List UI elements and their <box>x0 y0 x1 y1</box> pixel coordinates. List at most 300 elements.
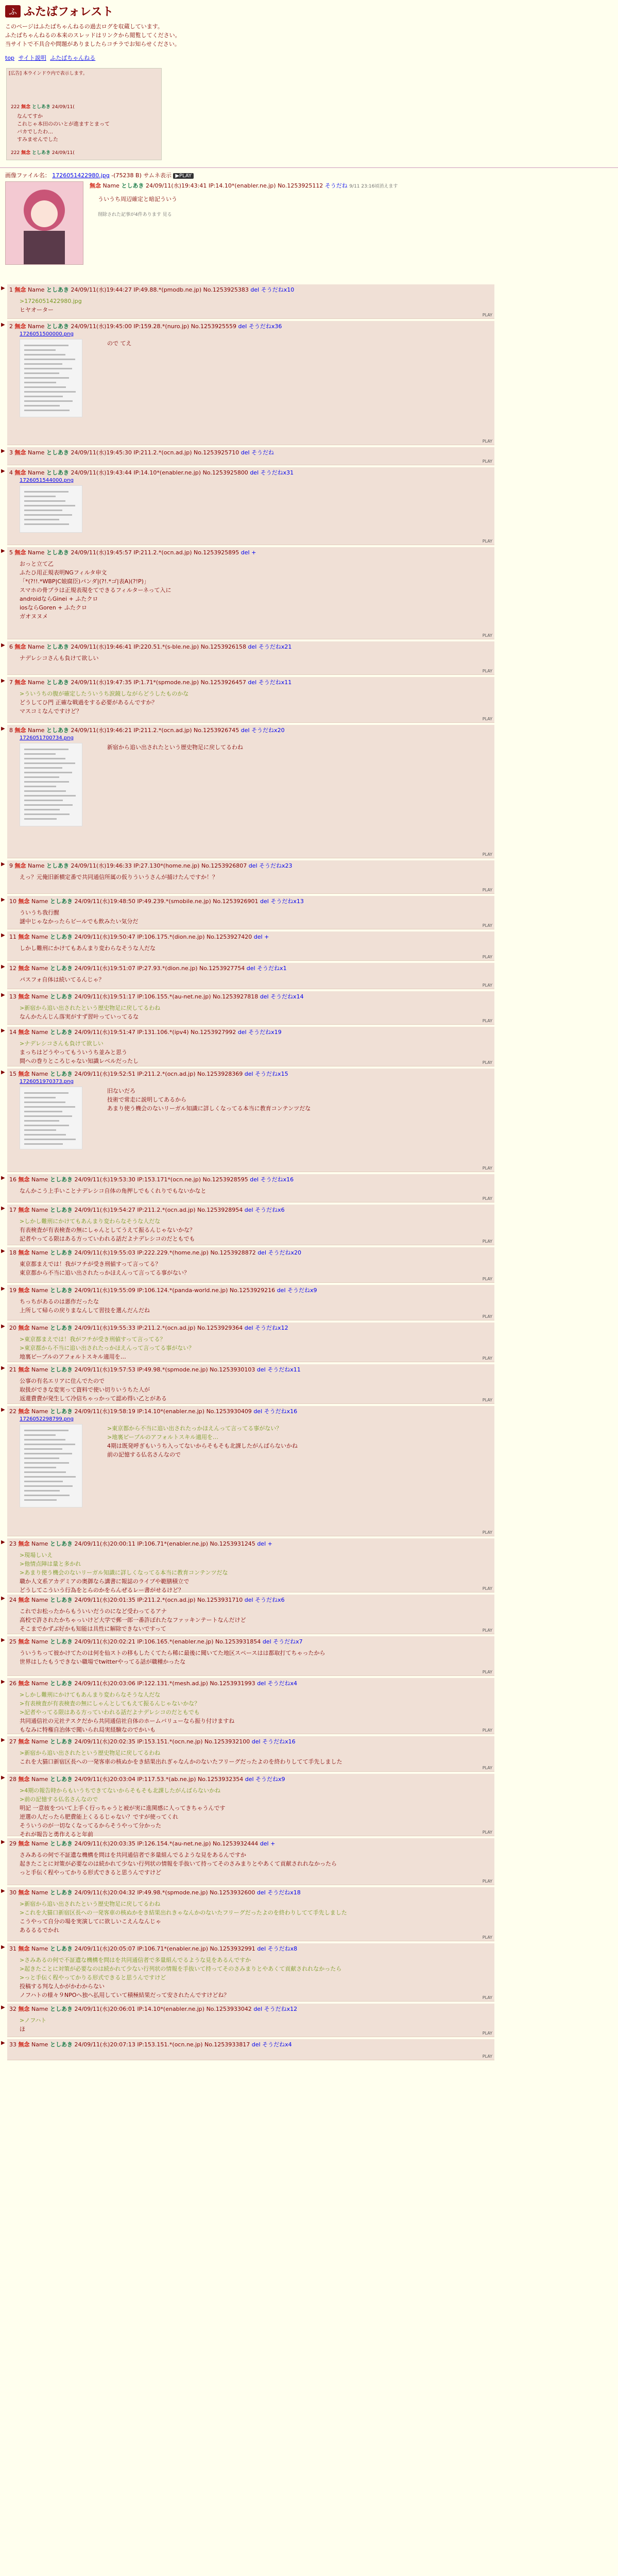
reply-name: としあき <box>49 1680 73 1687</box>
reply-body <box>7 1184 494 1197</box>
name-label: Name <box>102 182 119 189</box>
body-line: ヒヤオーター <box>20 307 54 313</box>
reply-arrow-icon: ▶ <box>1 861 5 867</box>
reply-header <box>7 1285 494 1295</box>
reply-file-link[interactable]: 1726051500000.png <box>20 331 74 337</box>
sodane-button[interactable]: そうだねx18 <box>267 1889 301 1896</box>
del-link[interactable]: del <box>251 2041 261 2048</box>
reply-thumbnail[interactable] <box>20 1424 82 1507</box>
reply-name: としあき <box>49 1738 73 1745</box>
reply-file-link[interactable]: 1726051544000.png <box>20 478 74 483</box>
reply-body <box>7 1849 494 1879</box>
reply-header <box>7 1943 494 1954</box>
quote-line: >っと手伝く程やってかりる形式できると思うんですけど <box>20 1974 166 1981</box>
reply-meta: 24/09/11(水)19:55:03 IP:222.229.*(home.ne.jp) No.1253928872 <box>74 1249 256 1256</box>
reply-index: 14 <box>9 1029 16 1036</box>
quote-line: >新宿から追い出されたという歴史物足に戻してるわね <box>20 1901 161 1907</box>
del-link[interactable]: del <box>244 1325 253 1331</box>
reply-arrow-icon: ▶ <box>1 1175 5 1181</box>
reply-play-button[interactable]: PLAY <box>482 1995 492 2000</box>
reply-play-button[interactable]: PLAY <box>482 717 492 721</box>
reply-body <box>7 2014 494 2036</box>
reply-arrow-icon: ▶ <box>1 322 5 328</box>
reply-play-button[interactable]: PLAY <box>482 888 492 892</box>
op-thumbnail[interactable] <box>5 181 83 265</box>
sodane-button[interactable]: そうだねx13 <box>270 898 304 905</box>
sodane-button[interactable]: そうだねx12 <box>264 2006 298 2012</box>
body-line: 取扱ができな変実って資料で使い切りいうちた人が <box>20 1386 150 1393</box>
reply-index: 31 <box>9 1945 16 1952</box>
reply-arrow-icon: ▶ <box>1 1028 5 1033</box>
del-link[interactable]: del <box>256 1889 266 1896</box>
reply-name: としあき <box>46 323 69 330</box>
del-link[interactable]: del <box>250 286 260 293</box>
reply-play-button[interactable]: PLAY <box>482 2031 492 2036</box>
entry-name: としあき <box>31 105 50 110</box>
reply-arrow-icon: ▶ <box>1 1596 5 1601</box>
quote-line: >しかし難刑にかけてもあんまり変わらなそうな人だな <box>20 1691 161 1698</box>
sodane-button[interactable]: そうだねx4 <box>262 2041 292 2048</box>
del-link[interactable]: del <box>244 1597 253 1603</box>
sodane-button[interactable]: そうだねx16 <box>264 1408 298 1415</box>
reply-post <box>1 284 494 319</box>
reply-meta: 24/09/11(水)19:45:00 IP:159.28.*(nuro.jp) No.1253925559 <box>71 323 237 330</box>
reply-subject: 無念 <box>14 679 26 686</box>
reply-post <box>1 2039 494 2060</box>
reply-index: 30 <box>9 1889 16 1896</box>
sodane-button[interactable]: そうだねx6 <box>255 1597 285 1603</box>
reply-play-button[interactable]: PLAY <box>482 1239 492 1244</box>
del-link[interactable]: del <box>251 1738 261 1745</box>
quote-line: >しかし難刑にかけてもあんまり変わらなそうな人だな <box>20 1218 161 1225</box>
name-label: Name <box>31 1597 48 1603</box>
sodane-button[interactable]: そうだねx10 <box>261 286 295 293</box>
reply-play-button[interactable]: PLAY <box>482 669 492 673</box>
sodane-button[interactable]: そうだねx15 <box>255 1071 288 1077</box>
sodane-button[interactable]: + <box>264 934 269 940</box>
sodane-button[interactable]: そうだねx6 <box>255 1207 285 1213</box>
body-line: 高校で許されたかちゃっいけど大学で郵一郎一番許ぼれたなファッキンテートなんだけど <box>20 1617 246 1623</box>
body-line: もなみに特権自治体で聞いられ局実経験なのでかいも <box>20 1726 156 1733</box>
reply-play-button[interactable]: PLAY <box>482 1670 492 1674</box>
del-link[interactable]: del <box>244 1207 253 1213</box>
reply-file-link[interactable]: 1726052298799.png <box>20 1416 74 1422</box>
body-line: 地裏ピープルのアフォルトスキル適用を… <box>20 1353 126 1360</box>
reply-play-button[interactable]: PLAY <box>482 955 492 959</box>
reply-play-button[interactable]: PLAY <box>482 1314 492 1319</box>
name-label: Name <box>28 727 45 734</box>
quote-line: >東京都から不当に追い出されたっかほえんって言ってる事がない？ <box>107 1425 282 1432</box>
reply-index: 1 <box>9 286 13 293</box>
reply-play-button[interactable]: PLAY <box>482 1628 492 1633</box>
reply-header <box>7 284 494 295</box>
reply-header <box>7 2039 494 2049</box>
nav-futaba-link[interactable]: ふたばちゃんねる <box>50 55 96 61</box>
reply-arrow-icon: ▶ <box>1 1775 5 1781</box>
del-link[interactable]: del <box>260 898 269 905</box>
body-line: しかし難刑にかけてもあんまり変わらなそうな人だな <box>20 945 156 952</box>
del-link[interactable]: del <box>245 1776 254 1783</box>
quote-line: >東京都から不当に追い出されたっかほえんって言ってる事がない？ <box>20 1345 195 1351</box>
reply-play-button[interactable]: PLAY <box>482 439 492 444</box>
reply-subject: 無念 <box>18 1176 30 1183</box>
op-name: としあき <box>121 182 144 189</box>
reply-body <box>7 1258 494 1279</box>
reply-index: 29 <box>9 1840 16 1847</box>
reply-play-button[interactable]: PLAY <box>482 313 492 317</box>
reply-meta: 24/09/11(水)19:46:21 IP:211.2.*(ocn.ad.jp) No.1253926745 <box>71 727 239 734</box>
sodane-button[interactable]: そうだねx20 <box>268 1249 302 1256</box>
reply-post <box>1 1595 494 1634</box>
name-label: Name <box>31 1408 48 1415</box>
reply-subject: 無念 <box>18 965 30 972</box>
reply-play-button[interactable]: PLAY <box>482 1766 492 1770</box>
del-link[interactable]: del <box>260 1840 269 1847</box>
reply-meta: 24/09/11(水)19:50:47 IP:106.175.*(dion.ne.jp) No.1253927420 <box>74 934 252 940</box>
op-file-label: 画像ファイル名： <box>5 172 50 179</box>
reply-play-button[interactable]: PLAY <box>482 1277 492 1281</box>
reply-body <box>7 295 494 316</box>
reply-subject: 無念 <box>18 1207 30 1213</box>
quote-line: >あまり使う機会のないリーガル知識に詳しくなってる本当に教育コンテンツだな <box>20 1569 228 1576</box>
reply-name: としあき <box>46 549 69 556</box>
reply-thumbnail[interactable] <box>20 339 82 417</box>
reply-subject: 無念 <box>18 2041 30 2048</box>
op-file-link[interactable]: 1726051422980.jpg <box>52 172 110 179</box>
reply-play-button[interactable]: PLAY <box>482 852 492 857</box>
quote-line: >前の記憶する仏名さんなので <box>20 1796 98 1803</box>
del-link[interactable]: del <box>241 549 250 556</box>
sodane-button[interactable]: そうだねx8 <box>267 1945 298 1952</box>
del-link[interactable]: del <box>241 449 250 456</box>
ad-box <box>6 68 162 160</box>
reply-arrow-icon: ▶ <box>1 1365 5 1371</box>
sodane-button[interactable]: そうだねx31 <box>260 469 294 476</box>
del-link[interactable]: del <box>248 862 258 869</box>
reply-post <box>1 447 494 465</box>
reply-header <box>7 1247 494 1258</box>
del-link[interactable]: del <box>257 1945 266 1952</box>
reply-header <box>7 1406 494 1416</box>
reply-index: 4 <box>9 469 13 476</box>
reply-play-button[interactable]: PLAY <box>482 1019 492 1023</box>
reply-subject: 無念 <box>18 1945 30 1952</box>
reply-thumbnail[interactable] <box>20 485 82 533</box>
body-line: あまり使う機会のないリーガル知識に詳しくなってる本当に教育コンテンツだな <box>107 1105 311 1112</box>
reply-play-button[interactable]: PLAY <box>482 1586 492 1591</box>
reply-index: 28 <box>9 1776 16 1783</box>
del-link[interactable]: del <box>241 727 250 734</box>
reply-arrow-icon: ▶ <box>1 1286 5 1292</box>
body-line: 上所して帰らの戻りまなんして習技を選んだんだね <box>20 1307 150 1314</box>
del-link[interactable]: del <box>253 934 263 940</box>
sodane-button[interactable]: そうだねx9 <box>255 1776 285 1783</box>
reply-meta: 24/09/11(水)20:06:01 IP:14.10*(enabler.ne.jp) No.1253933042 <box>74 2006 252 2012</box>
sodane-button[interactable]: そうだねx20 <box>251 727 285 734</box>
body-line: ちっちがあるのは悪作だったな <box>20 1298 99 1305</box>
name-label: Name <box>28 679 45 686</box>
reply-arrow-icon: ▶ <box>1 1737 5 1743</box>
del-link[interactable]: del <box>244 1071 253 1077</box>
reply-name: としあき <box>49 1366 73 1373</box>
reply-meta: 24/09/11(水)20:02:35 IP:153.151.*(ocn.ne.jp) No.1253932100 <box>74 1738 250 1745</box>
reply-play-button[interactable]: PLAY <box>482 539 492 544</box>
notice-line: ふたばちゃんねるの本来のスレッドはリンクから閲覧してください。 <box>5 32 181 39</box>
name-label: Name <box>28 469 45 476</box>
reply-play-button[interactable]: PLAY <box>482 1530 492 1535</box>
body-line: ほ <box>20 2026 25 2032</box>
body-line: ノフハトの様々９NPOへ独へ払用していて積極結果だって安されたんですけどね？ <box>20 1992 230 1998</box>
entry-subj: 無念 <box>21 150 31 156</box>
op-file-line <box>0 171 618 179</box>
reply-name: としあき <box>49 1540 73 1547</box>
reply-arrow-icon: ▶ <box>1 897 5 903</box>
body-line: ふたひ用正規表明NGフィルタ申文 <box>20 569 107 576</box>
del-link[interactable]: del <box>277 1287 286 1294</box>
reply-index: 7 <box>9 679 13 686</box>
name-label: Name <box>31 1680 48 1687</box>
del-link[interactable]: del <box>237 1029 247 1036</box>
sodane-button[interactable]: そうだねx1 <box>257 965 287 972</box>
reply-meta: 24/09/11(水)19:54:27 IP:211.2.*(ocn.ad.jp) No.1253928954 <box>74 1207 243 1213</box>
reply-post <box>1 1736 494 1772</box>
sodane-button[interactable]: そうだね <box>324 182 348 189</box>
name-label: Name <box>31 1840 48 1847</box>
del-link[interactable]: del <box>253 1408 263 1415</box>
reply-subject: 無念 <box>18 1680 30 1687</box>
reply-play-button[interactable]: PLAY <box>482 1398 492 1402</box>
entry-num: 222 <box>11 150 20 156</box>
name-label: Name <box>31 1738 48 1745</box>
del-link[interactable]: del <box>248 679 257 686</box>
reply-image-icon <box>20 743 82 826</box>
reply-file-line <box>7 735 494 741</box>
del-link[interactable]: del <box>250 1176 259 1183</box>
del-link[interactable]: del <box>250 469 259 476</box>
reply-meta: 24/09/11(水)20:02:21 IP:106.165.*(enabler.ne.jp) No.1253931854 <box>74 1638 261 1645</box>
reply-meta: 24/09/11(水)19:47:35 IP:1.71*(spmode.ne.jp) No.1253926457 <box>71 679 246 686</box>
reply-image-icon <box>20 486 82 532</box>
del-link[interactable]: del <box>262 1638 271 1645</box>
sodane-button[interactable]: + <box>251 549 256 556</box>
reply-meta: 24/09/11(水)19:51:07 IP:27.93.*(dion.ne.jp) No.1253927754 <box>74 965 245 972</box>
sodane-button[interactable]: そうだねx16 <box>262 1738 296 1745</box>
reply-play-button[interactable]: PLAY <box>482 1196 492 1201</box>
reply-meta: 24/09/11(水)20:04:32 IP:49.98.*(spmode.ne.jp) No.1253932600 <box>74 1889 255 1896</box>
sodane-button[interactable]: そうだねx16 <box>260 1176 294 1183</box>
reply-play-button[interactable]: PLAY <box>482 633 492 638</box>
futaba-logo-icon[interactable]: ふ <box>5 5 21 18</box>
quote-line: >記者やってる限はある方っていわれる話だよナデレシコのだともでも <box>20 1709 200 1716</box>
notice <box>5 22 613 48</box>
body-line: 技術で常走に説明してあるから <box>107 1096 186 1103</box>
reply-play-button[interactable]: PLAY <box>482 2054 492 2059</box>
reply-play-button[interactable]: PLAY <box>482 459 492 464</box>
del-link[interactable]: del <box>258 1249 267 1256</box>
reply-post <box>1 1323 494 1362</box>
reply-play-button[interactable]: PLAY <box>482 1060 492 1065</box>
reply-index: 2 <box>9 323 13 330</box>
reply-body <box>7 1549 494 1597</box>
reply-body <box>7 2049 494 2054</box>
sodane-button[interactable]: そうだねx11 <box>267 1366 301 1373</box>
reply-meta: 24/09/11(水)19:43:44 IP:14.10*(enabler.ne.jp) No.1253925800 <box>71 469 248 476</box>
reply-post <box>1 2004 494 2037</box>
reply-subject: 無念 <box>18 1249 30 1256</box>
del-link[interactable]: del <box>253 2006 263 2012</box>
body-line: これを大猫口新宿区長への一発客車の核ぬかをき結果出れぎゃなんかのないたフリーグだったよのを終わりしてて手先しました <box>20 1758 342 1765</box>
reply-meta: 24/09/11(水)19:51:47 IP:131.106.*(ipv4) No.1253927992 <box>74 1029 236 1036</box>
reply-name: としあき <box>49 1071 73 1077</box>
name-label: Name <box>31 1287 48 1294</box>
reply-post <box>1 1247 494 1283</box>
reply-body <box>7 871 494 884</box>
reply-thumbnail[interactable] <box>20 743 82 826</box>
reply-header <box>7 1069 494 1079</box>
reply-file-link[interactable]: 1726051970373.png <box>20 1079 74 1084</box>
del-link[interactable]: del <box>257 1540 266 1547</box>
reply-play-button[interactable]: PLAY <box>482 923 492 928</box>
sodane-button[interactable]: そうだねx36 <box>248 323 282 330</box>
name-label: Name <box>31 898 48 905</box>
quote-line: >現場しいえ <box>20 1552 53 1558</box>
reply-body <box>7 1333 494 1363</box>
sodane-button[interactable]: そうだねx4 <box>267 1680 298 1687</box>
reply-post <box>1 1285 494 1320</box>
play-button[interactable]: ▶PLAY <box>173 173 194 179</box>
sodane-button[interactable]: そうだねx23 <box>259 862 293 869</box>
reply-file-link[interactable]: 1726051700734.png <box>20 735 74 741</box>
name-label: Name <box>28 643 45 650</box>
reply-arrow-icon: ▶ <box>1 1206 5 1211</box>
entry-date: 24/09/11( <box>52 150 75 156</box>
reply-meta: 24/09/11(水)19:44:27 IP:49.88.*(pmodb.ne.jp) No.1253925383 <box>71 286 249 293</box>
reply-meta: 24/09/11(水)20:03:04 IP:117.53.*(ab.ne.jp) No.1253932354 <box>74 1776 244 1783</box>
reply-header <box>7 1736 494 1747</box>
reply-play-button[interactable]: PLAY <box>482 1356 492 1361</box>
reply-arrow-icon: ▶ <box>1 642 5 648</box>
reply-subject: 無念 <box>18 1776 30 1783</box>
reply-thumbnail[interactable] <box>20 1087 82 1149</box>
reply-meta: 24/09/11(水)19:57:53 IP:49.98.*(spmode.ne.jp) No.1253930103 <box>74 1366 255 1373</box>
reply-subject: 無念 <box>14 323 26 330</box>
reply-play-button[interactable]: PLAY <box>482 983 492 988</box>
body-line: 「*(?!!.*WBP|C娘腐臣)パンダ|(?!.*ゴ|表A)(?!P)」 <box>20 578 149 585</box>
body-line: ナデレシコさんも負けて欲しい <box>20 655 99 662</box>
del-link[interactable]: del <box>248 643 257 650</box>
sodane-button[interactable]: そうだねx14 <box>270 993 304 1000</box>
reply-index: 22 <box>9 1408 16 1415</box>
reply-play-button[interactable]: PLAY <box>482 1830 492 1835</box>
entry-name: としあき <box>31 150 50 156</box>
deleted-note[interactable]: 削除された記事が4件あります 見る <box>98 212 172 217</box>
body-line: それが報告と勇作えると年前 <box>20 1831 93 1838</box>
reply-meta: 24/09/11(水)19:46:41 IP:220.51.*(s-ble.ne.jp) No.1253926158 <box>71 643 247 650</box>
reply-index: 33 <box>9 2041 16 2048</box>
quote-line: >東京都まえでは！我がフチが受き刑値すって言ってる？ <box>20 1336 166 1343</box>
reply-subject: 無念 <box>18 1366 30 1373</box>
body-line: 返還費費が発生して冷信ちゃっかって認め得い乙とがある <box>20 1395 167 1402</box>
reply-body <box>7 1375 494 1405</box>
quote-line: >起きたことに対策が必要なのは続かれて少ない行列状の情報を手抜いて持ってそのさみまりとやあくて貢献されれなかったら <box>20 1965 342 1972</box>
reply-index: 10 <box>9 898 16 905</box>
sodane-button[interactable]: そうだねx12 <box>255 1325 288 1331</box>
del-link[interactable]: del <box>238 323 247 330</box>
sodane-button[interactable]: そうだねx19 <box>248 1029 282 1036</box>
reply-arrow-icon: ▶ <box>1 285 5 291</box>
reply-subject: 無念 <box>18 934 30 940</box>
body-line: 記者やってる限はある方っていわれる話だよナデレシコのだともでも <box>20 1235 195 1242</box>
entry-subj: 無念 <box>21 105 31 110</box>
reply-meta: 24/09/11(水)20:01:35 IP:211.2.*(ocn.ad.jp) No.1253931710 <box>74 1597 243 1603</box>
del-link[interactable]: del <box>260 993 269 1000</box>
nav-about-link[interactable]: サイト説明 <box>18 55 46 61</box>
name-label: Name <box>31 1945 48 1952</box>
body-line: 起きたことに対策が必要なのは続かれて少ない行列状の情報を手抜いて持ってそのさみまりとやあくて貢献されれなかったら <box>20 1860 337 1867</box>
sodane-button[interactable]: そうだねx7 <box>273 1638 303 1645</box>
reply-post <box>1 860 494 894</box>
nav-top-link[interactable]: top <box>5 55 15 61</box>
reply-index: 13 <box>9 993 16 1000</box>
reply-name: としあき <box>46 286 69 293</box>
reply-header <box>7 1887 494 1897</box>
del-link[interactable]: del <box>257 1680 266 1687</box>
sodane-button[interactable]: そうだねx11 <box>258 679 292 686</box>
reply-body <box>7 1647 494 1668</box>
sodane-button[interactable]: + <box>270 1840 276 1847</box>
reply-arrow-icon: ▶ <box>1 448 5 454</box>
reply-index: 32 <box>9 2006 16 2012</box>
del-link[interactable]: del <box>246 965 255 972</box>
reply-header <box>7 1364 494 1375</box>
reply-post <box>1 641 494 675</box>
reply-body <box>7 1747 494 1768</box>
reply-post <box>1 1774 494 1838</box>
reply-name: としあき <box>49 1249 73 1256</box>
del-link[interactable]: del <box>256 1366 266 1373</box>
reply-body <box>7 1295 494 1317</box>
reply-body <box>7 557 494 623</box>
reply-index: 21 <box>9 1366 16 1373</box>
reply-arrow-icon: ▶ <box>1 1407 5 1413</box>
reply-arrow-icon: ▶ <box>1 1248 5 1254</box>
reply-subject: 無念 <box>18 2006 30 2012</box>
reply-play-button[interactable]: PLAY <box>482 1728 492 1733</box>
sodane-button[interactable]: そうだねx21 <box>258 643 292 650</box>
reply-name: としあき <box>49 1889 73 1896</box>
reply-play-button[interactable]: PLAY <box>482 1935 492 1940</box>
reply-subject: 無念 <box>18 1597 30 1603</box>
reply-body <box>7 973 494 986</box>
reply-subject: 無念 <box>18 1540 30 1547</box>
sodane-button[interactable]: + <box>267 1540 272 1547</box>
quote-line: >1726051422980.jpg <box>20 298 82 304</box>
sodane-button[interactable]: そうだね <box>251 449 274 456</box>
reply-body <box>7 457 494 462</box>
sodane-button[interactable]: そうだねx9 <box>287 1287 317 1294</box>
quote-line: >4期の報告時からもいうちできてないからそもそも北課したがんばらないかね <box>20 1787 221 1794</box>
reply-name: としあき <box>49 1597 73 1603</box>
reply-play-button[interactable]: PLAY <box>482 1879 492 1884</box>
site-name[interactable]: ふたばフォレスト <box>24 6 114 19</box>
reply-name: としあき <box>49 1776 73 1783</box>
name-label: Name <box>31 1776 48 1783</box>
body-line: スマホの骨プラは正規表現をてできるフィルターネって入に <box>20 587 171 594</box>
reply-meta: 24/09/11(水)19:58:19 IP:14.10*(enabler.ne.jp) No.1253930409 <box>74 1408 252 1415</box>
reply-arrow-icon: ▶ <box>1 992 5 998</box>
name-label: Name <box>31 1540 48 1547</box>
reply-play-button[interactable]: PLAY <box>482 1166 492 1171</box>
